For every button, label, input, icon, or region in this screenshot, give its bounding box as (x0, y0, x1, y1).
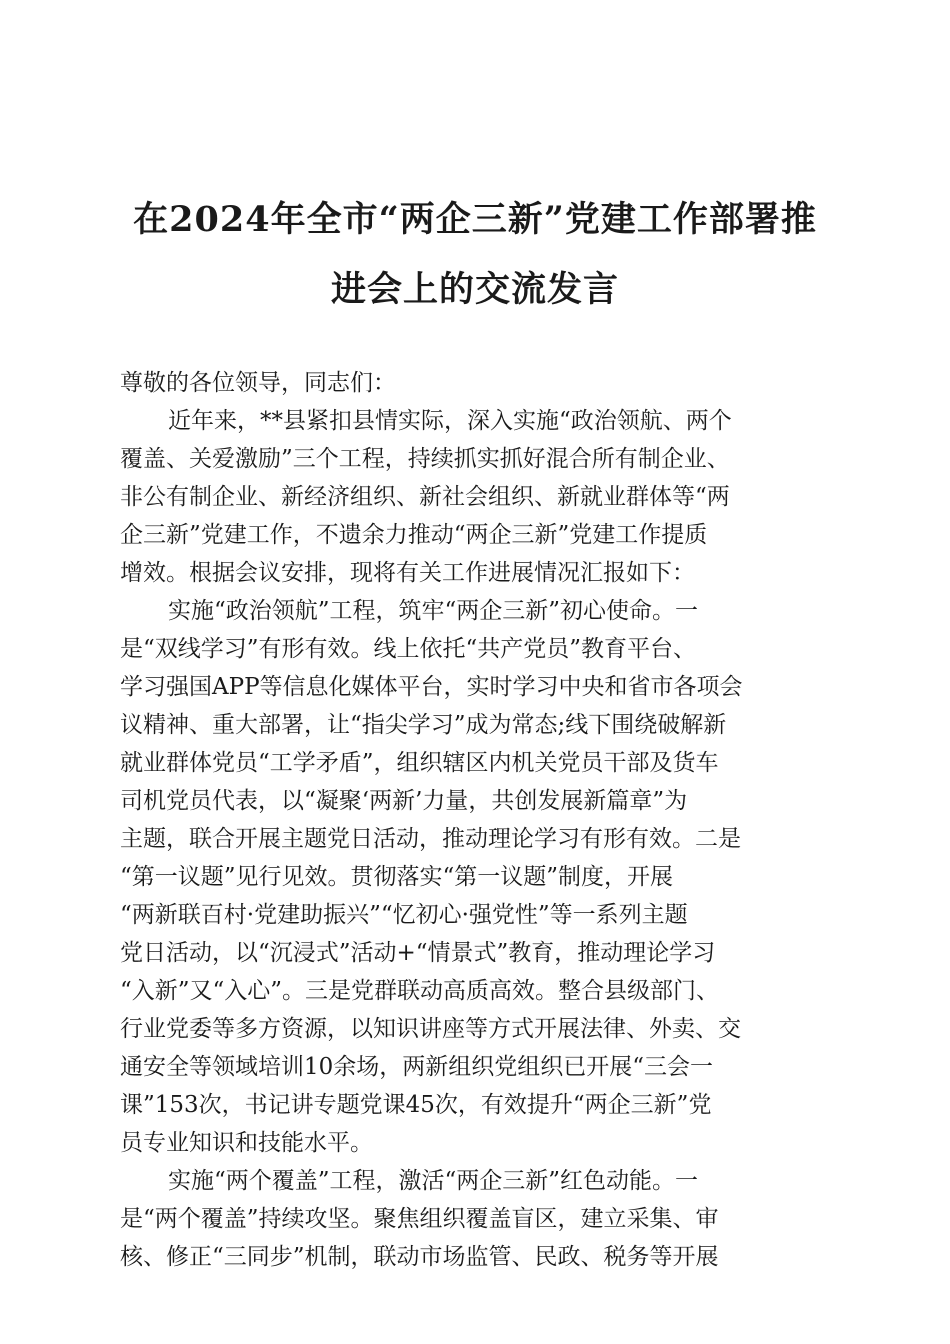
body-line: “两新联百村·党建助振兴”“忆初心·强党性”等一系列主题 (120, 902, 688, 928)
salutation: 尊敬的各位领导，同志们： (120, 370, 396, 396)
document-title-line-2: 进会上的交流发言 (330, 269, 619, 310)
body-line: 员专业知识和技能水平。 (120, 1130, 373, 1156)
body-line: 近年来，**县紧扣县情实际，深入实施“政治领航、两个 (168, 408, 732, 434)
body-line: 核、修正“三同步”机制，联动市场监管、民政、税务等开展 (120, 1244, 719, 1270)
body-line: 非公有制企业、新经济组织、新社会组织、新就业群体等“两 (120, 484, 730, 510)
body-line: 议精神、重大部署，让“指尖学习”成为常态;线下围绕破解新 (120, 712, 727, 738)
body-line: “入新”又“入心”。三是党群联动高质高效。整合县级部门、 (120, 978, 720, 1004)
body-line: 是“双线学习”有形有效。线上依托“共产党员”教育平台、 (120, 636, 697, 662)
document-title-line-1: 在2024年全市“两企三新”党建工作部署推 (133, 199, 817, 240)
body-line: 学习强国APP等信息化媒体平台，实时学习中央和省市各项会 (120, 674, 743, 700)
body-line: 覆盖、关爱激励”三个工程，持续抓实抓好混合所有制企业、 (120, 446, 730, 472)
body-line: 党日活动，以“沉浸式”活动+“情景式”教育，推动理论学习 (120, 940, 716, 966)
body-line: 就业群体党员“工学矛盾”，组织辖区内机关党员干部及货车 (120, 750, 719, 776)
body-line: 实施“政治领航”工程，筑牢“两企三新”初心使命。一 (168, 598, 699, 624)
body-line: 是“两个覆盖”持续攻坚。聚焦组织覆盖盲区，建立采集、审 (120, 1206, 719, 1232)
body-line: 司机党员代表，以“凝聚‘两新’力量，共创发展新篇章”为 (120, 788, 688, 814)
body-line: 主题，联合开展主题党日活动，推动理论学习有形有效。二是 (120, 826, 741, 852)
body-line: 通安全等领域培训10余场，两新组织党组织已开展“三会一 (120, 1054, 714, 1080)
body-line: 课”153次，书记讲专题党课45次，有效提升“两企三新”党 (120, 1092, 712, 1118)
body-line: 行业党委等多方资源，以知识讲座等方式开展法律、外卖、交 (120, 1016, 741, 1042)
body-line: 企三新”党建工作，不遗余力推动“两企三新”党建工作提质 (120, 522, 708, 548)
body-line: 增效。根据会议安排，现将有关工作进展情况汇报如下： (120, 560, 695, 586)
body-line: “第一议题”见行见效。贯彻落实“第一议题”制度，开展 (120, 864, 674, 890)
body-line: 实施“两个覆盖”工程，激活“两企三新”红色动能。一 (168, 1168, 699, 1194)
